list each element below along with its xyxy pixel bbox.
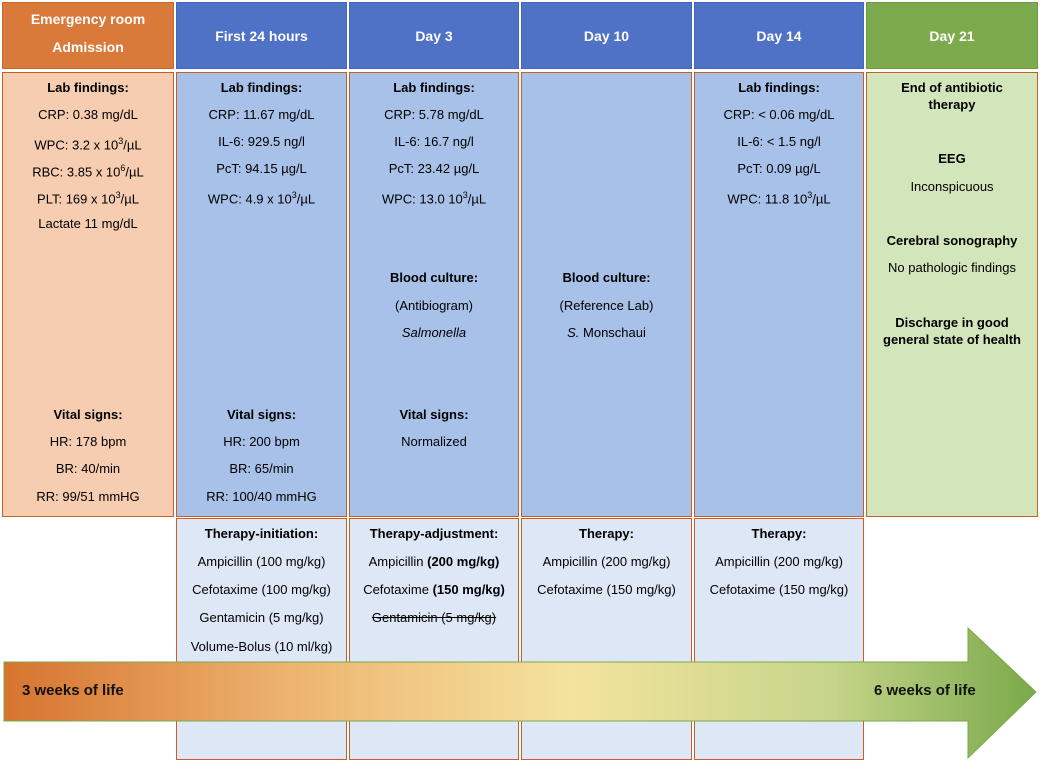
day14-il6: IL-6: < 1.5 ng/l [737, 134, 821, 149]
day14-wpc: WPC: 11.8 $10^3/\mu L$ [727, 190, 831, 207]
day3-vital-title: Vital signs: [399, 407, 469, 422]
day10-culture-organism: S. Monschaui [567, 325, 646, 340]
admission-lab-title: Lab findings: [47, 80, 129, 95]
day3-vital-status: Normalized [401, 434, 467, 449]
day21-end-line2: therapy [928, 97, 976, 112]
therapy-adjustment-drug3-discontinued: Gentamicin (5 mg/kg) [371, 610, 497, 625]
first24-il6: IL-6: 929.5 ng/l [218, 134, 305, 149]
day3-wpc: WPC: 13.0 $10^3/\mu L$ [381, 190, 487, 207]
therapy-day14-drug1: Ampicillin (200 mg/kg) [715, 554, 843, 569]
first24-vital-title: Vital signs: [226, 407, 297, 422]
therapy-day10-title: Therapy: [579, 526, 634, 541]
day3-culture-organism: Salmonella [401, 325, 467, 340]
first24-pct: PcT: 94.15 µg/L [216, 161, 307, 176]
day21-end-line1: End of antibiotic [901, 80, 1003, 95]
day21-eeg-title: EEG [938, 151, 966, 166]
day3-culture-line1: (Antibiogram) [394, 298, 474, 313]
first24-hr: HR: 200 bpm [223, 434, 300, 449]
timeline-start-label: 3 weeks of life [22, 682, 124, 699]
first24-rr: RR: 100/40 mmHG [206, 489, 317, 504]
day21-discharge-line1: Discharge in good [895, 315, 1009, 330]
day21-sono-title: Cerebral sonography [886, 233, 1018, 248]
admission-br: BR: 40/min [55, 461, 121, 476]
admission-rr: RR: 99/51 mmHG [36, 489, 140, 504]
day10-culture-title: Blood culture: [562, 270, 651, 285]
timeline-end-label: 6 weeks of life [874, 682, 976, 699]
header-day-3: Day 3 [349, 2, 519, 69]
day10-culture-line1: (Reference Lab) [559, 298, 654, 313]
day14-pct: PcT: 0.09 µg/L [737, 161, 821, 176]
header-admission-line1: Emergency room [30, 10, 146, 27]
day3-crp: CRP: 5.78 mg/dL [384, 107, 484, 122]
therapy-adjustment-drug2: Cefotaxime (150 mg/kg) [363, 582, 505, 597]
therapy-day10-drug2: Cefotaxime (150 mg/kg) [537, 582, 676, 597]
therapy-initiation-drug3: Gentamicin (5 mg/kg) [199, 610, 324, 625]
first24-lab-title: Lab findings: [220, 80, 303, 95]
admission-lactate: Lactate 11 mg/dL [38, 216, 138, 231]
admission-wpc: WPC: 3.2 x $10^3/\mu L$ [34, 136, 142, 153]
therapy-adjustment-title: Therapy-adjustment: [369, 526, 499, 541]
therapy-day14-title: Therapy: [751, 526, 807, 541]
day21-eeg-result: Inconspicuous [910, 179, 994, 194]
header-day-10: Day 10 [521, 2, 692, 69]
first24-crp: CRP: 11.67 mg/dL [208, 107, 315, 122]
admission-rbc: RBC: 3.85 x $10^6/\mu L$ [32, 163, 144, 180]
therapy-day10-drug1: Ampicillin (200 mg/kg) [542, 554, 671, 569]
therapy-initiation-drug2: Cefotaxime (100 mg/kg) [192, 582, 331, 597]
therapy-adjustment-drug1: Ampicillin (200 mg/kg) [368, 554, 500, 569]
day14-lab-title: Lab findings: [738, 80, 820, 95]
admission-crp: CRP: 0.38 mg/dL [38, 107, 138, 122]
header-first-24-hours: First 24 hours [176, 2, 347, 69]
header-admission-line2: Admission [52, 38, 124, 55]
therapy-initiation-drug1: Ampicillin (100 mg/kg) [197, 554, 326, 569]
header-day-21: Day 21 [866, 2, 1038, 69]
admission-vital-title: Vital signs: [53, 407, 123, 422]
therapy-initiation-title: Therapy-initiation: [204, 526, 319, 541]
day14-crp: CRP: < 0.06 mg/dL [723, 107, 835, 122]
day3-pct: PcT: 23.42 µg/L [388, 161, 480, 176]
header-day-14: Day 14 [694, 2, 864, 69]
first24-wpc: WPC: 4.9 x $10^3/\mu L$ [207, 190, 316, 207]
day21-sono-result: No pathologic findings [888, 260, 1016, 275]
admission-hr: HR: 178 bpm [49, 434, 127, 449]
day3-culture-title: Blood culture: [389, 270, 479, 285]
day3-il6: IL-6: 16.7 ng/l [394, 134, 474, 149]
day21-discharge-line2: general state of health [883, 332, 1021, 347]
day3-lab-title: Lab findings: [393, 80, 475, 95]
therapy-day14-drug2: Cefotaxime (150 mg/kg) [709, 582, 849, 597]
therapy-initiation-drug4: Volume-Bolus (10 ml/kg) [190, 639, 333, 654]
first24-br: BR: 65/min [229, 461, 294, 476]
admission-plt: PLT: 169 x $10^3/\mu L$ [37, 190, 139, 207]
